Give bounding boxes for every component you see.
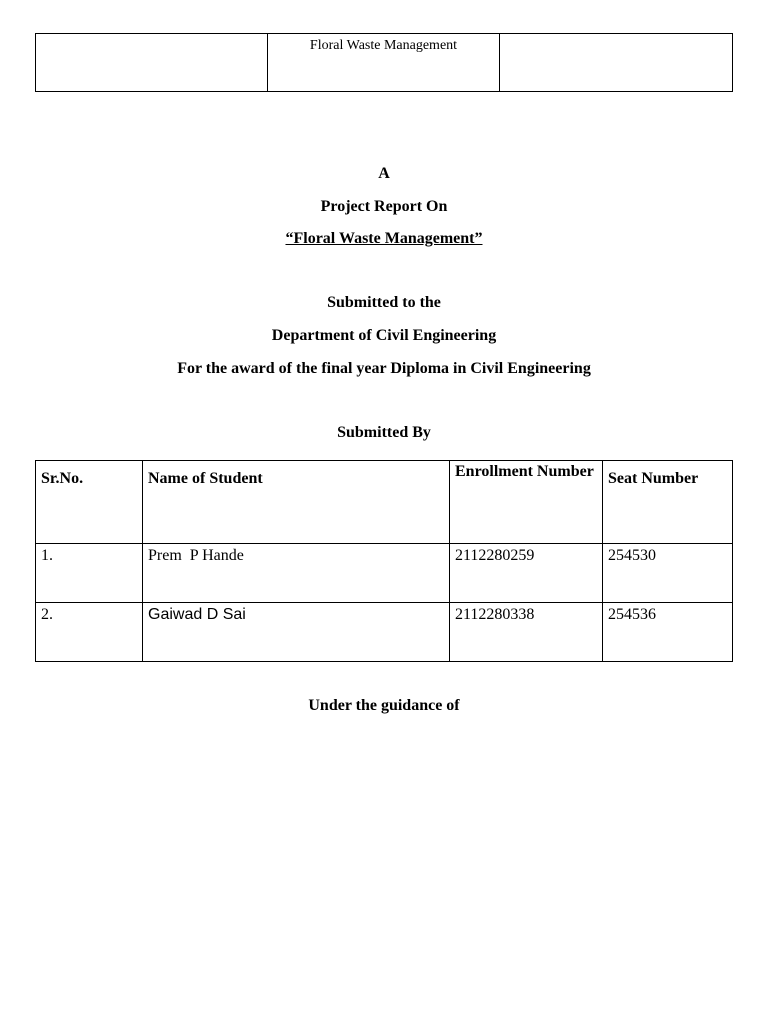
header-student-name: Name of Student <box>143 461 450 544</box>
guidance-line: Under the guidance of <box>308 697 460 714</box>
table-row <box>36 544 733 603</box>
header-cell-left <box>36 34 268 92</box>
row-seat-number: 254536 <box>603 603 733 662</box>
header-sr-no: Sr.No. <box>36 461 143 544</box>
row-student-name: Prem P Hande <box>143 544 450 603</box>
submitted-by: Submitted By <box>337 424 431 441</box>
submitted-to: Submitted to the <box>327 294 441 311</box>
row-enrollment-number: 2112280259 <box>450 544 603 603</box>
header-enrollment-number: Enrollment Number <box>450 461 603 544</box>
row-student-name: Gaiwad D Sai <box>143 603 450 662</box>
table-row <box>36 603 733 662</box>
header-seat-number: Seat Number <box>603 461 733 544</box>
row-sr-no: 2. <box>36 603 143 662</box>
header-table <box>35 33 733 92</box>
title-report-on: Project Report On <box>320 198 448 215</box>
header-table-row <box>36 34 733 92</box>
row-enrollment-number: 2112280338 <box>450 603 603 662</box>
header-cell-right <box>500 34 733 92</box>
department: Department of Civil Engineering <box>271 327 497 344</box>
row-sr-no: 1. <box>36 544 143 603</box>
students-table <box>35 460 733 662</box>
title-project-name: “Floral Waste Management” <box>285 230 483 247</box>
title-project-name-line <box>0 230 768 248</box>
students-table-header-row <box>36 461 733 544</box>
row-seat-number: 254530 <box>603 544 733 603</box>
title-article: A <box>378 165 390 182</box>
header-cell-center: Floral Waste Management <box>268 34 500 92</box>
award-line: For the award of the final year Diploma in Civil Engineering <box>177 360 591 377</box>
